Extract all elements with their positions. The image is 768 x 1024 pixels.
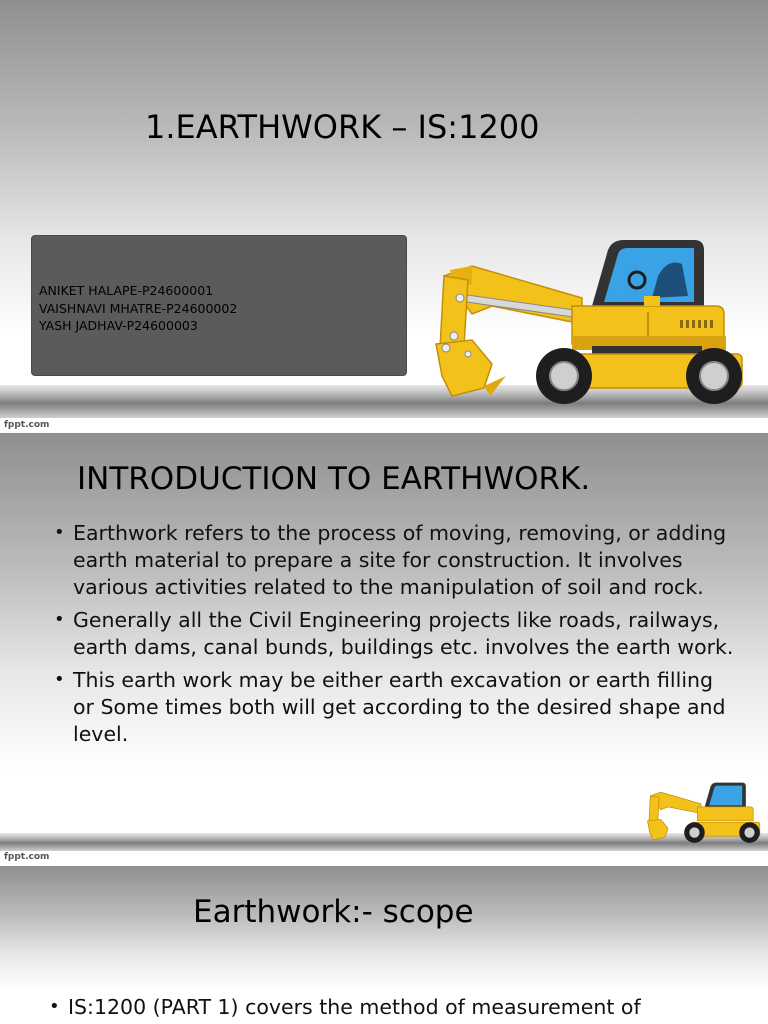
footer-logo: fppt.com	[4, 852, 50, 862]
slide-1	[0, 0, 768, 432]
footer-logo: fppt.com	[4, 420, 50, 430]
slide-3-bullets	[49, 994, 749, 1024]
footer-strip	[0, 418, 768, 432]
slide-2	[0, 433, 768, 865]
slide-2-title: INTRODUCTION TO EARTHWORK.	[77, 461, 591, 497]
author-3: YASH JADHAV-P24600003	[39, 318, 198, 333]
slide-3-title: Earthwork:- scope	[193, 894, 474, 930]
excavator-illustration-small	[646, 781, 762, 843]
bullet-dot-icon: •	[49, 996, 60, 1017]
bullet-item: • IS:1200 (PART 1) covers the method of measurement of	[49, 995, 641, 1019]
slide-3	[0, 866, 768, 1024]
bullet-item: • Generally all the Civil Engineering projects like roads, railways, earth dams, canal bunds, buildings etc. involves the earth work.	[54, 608, 734, 659]
bullet-item: • This earth work may be either earth excavation or earth filling or Some times both will get according to the desired shape and level.	[54, 668, 726, 746]
bullet-dot-icon: •	[54, 669, 65, 690]
bullet-item: • Earthwork refers to the process of moving, removing, or adding earth material to prepare a site for construction. It involves various activities related to the manipulation of soil and rock.	[54, 521, 727, 599]
slide-1-title: 1.EARTHWORK – IS:1200	[145, 108, 540, 146]
excavator-illustration	[432, 236, 748, 404]
authors-box	[31, 235, 407, 376]
footer-strip	[0, 851, 768, 865]
authors-list	[39, 282, 237, 335]
author-2: VAISHNAVI MHATRE-P24600002	[39, 300, 238, 316]
author-1: ANIKET HALAPE-P24600001	[39, 283, 214, 298]
bullet-dot-icon: •	[54, 609, 65, 630]
slide-2-bullets	[54, 520, 734, 754]
bullet-dot-icon: •	[54, 522, 65, 543]
